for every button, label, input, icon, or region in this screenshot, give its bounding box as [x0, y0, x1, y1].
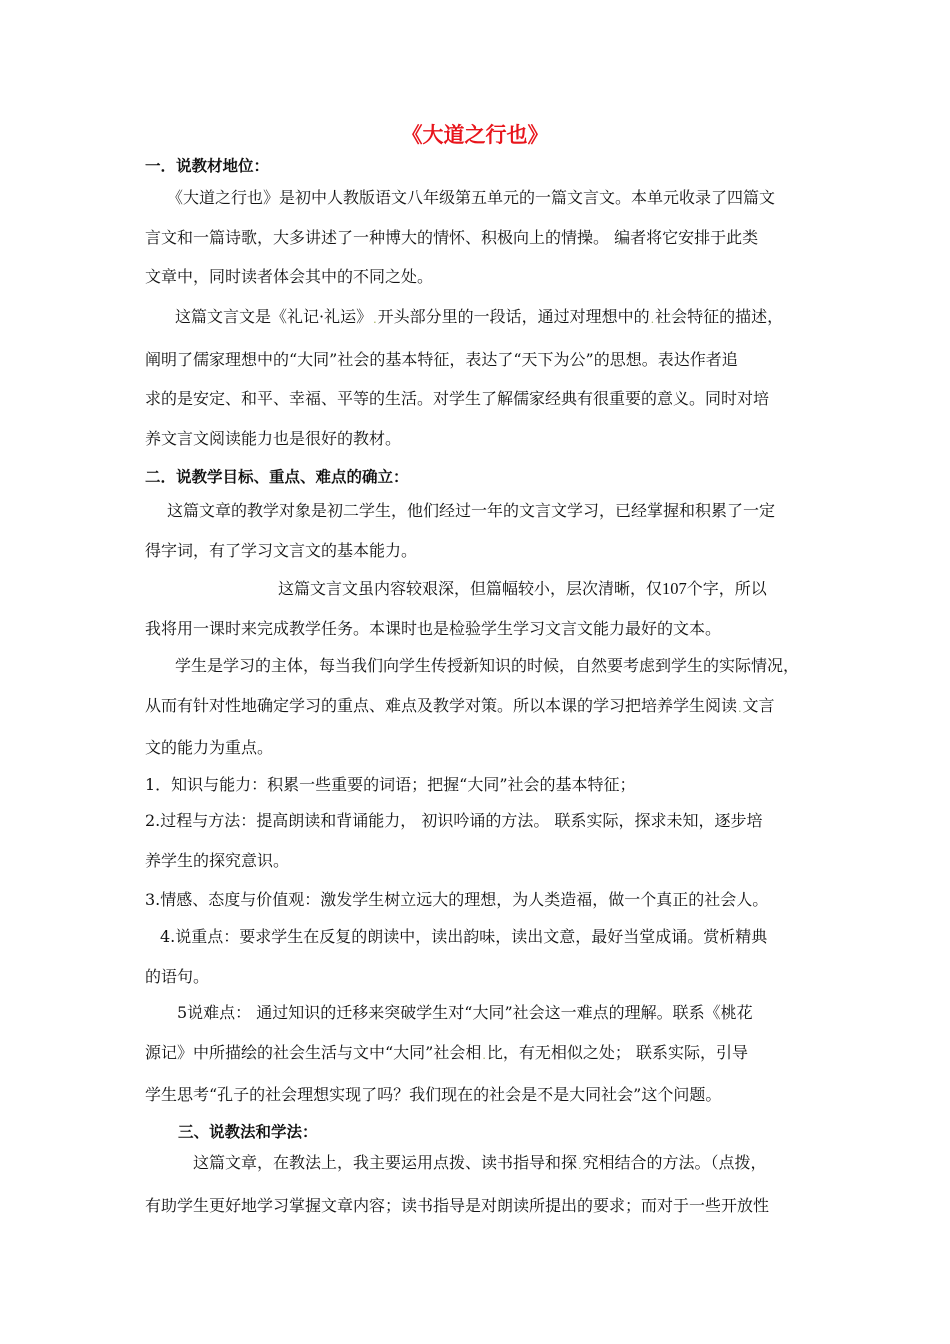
text-line	[145, 1033, 815, 1076]
text-line: 求的是安定、和平、幸福、平等的生活。对学生了解儒家经典有很重要的意义。同时对培	[145, 389, 770, 408]
text-line: 2.过程与方法：提高朗读和背诵能力， 初识吟诵的方法。 联系实际，探求未知，逐步培	[145, 811, 763, 830]
text-run: 这篇文言文是《礼记·礼运》	[175, 307, 373, 326]
section-3-paragraph-1	[145, 1143, 815, 1225]
revision-mark-icon: .	[738, 701, 742, 715]
objective-item-2	[145, 801, 815, 880]
text-run: 从而有针对性地确定学习的重点、难点及教学对策。所以本课的学习把培养学生阅读	[145, 695, 738, 715]
section-2-heading: 二．说教学目标、重点、难点的确立：	[145, 468, 409, 486]
text-run: 社会特征的描述，	[655, 307, 784, 326]
text-line: 有助学生更好地学习掌握文章内容；读书指导是对朗读所提出的要求；而对于一些开放性	[145, 1195, 770, 1215]
text-run: 个字，所以	[686, 579, 767, 598]
section-2-paragraph-2	[145, 569, 815, 648]
text-line: 文章中，同时读者体会其中的不同之处。	[145, 267, 434, 286]
section-1-heading: 一．说教材地位：	[145, 157, 270, 175]
section-2-paragraph-1	[145, 491, 815, 570]
text-line: 学生是学习的主体，每当我们向学生传授新知识的时候，自然要考虑到学生的实际情况，	[175, 656, 800, 675]
document-title: 《大道之行也》	[401, 123, 549, 147]
text-line: 的语句。	[145, 966, 210, 986]
text-line: 文的能力为重点。	[145, 738, 274, 757]
section-1-paragraph-2	[145, 297, 815, 458]
text-line: 学生思考“孔子的社会理想实现了吗？我们现在的社会是不是大同社会”这个问题。	[145, 1085, 722, 1104]
word-count: 107	[662, 579, 687, 598]
text-line	[145, 1143, 815, 1186]
text-line	[145, 297, 815, 340]
revision-mark-icon: .	[650, 313, 655, 326]
text-line: 养文言文阅读能力也是很好的教材。	[145, 428, 402, 448]
text-line: 得字词，有了学习文言文的基本能力。	[145, 540, 418, 560]
text-line: 我将用一课时来完成教学任务。本课时也是检验学生学习文言文能力最好的文本。	[145, 618, 722, 638]
text-line: 阐明了儒家理想中的“大同”社会的基本特征，表达了“天下为公”的思想。表达作者追	[145, 349, 738, 369]
objective-item-3: 3.情感、态度与价值观：激发学生树立远大的理想，为人类造福，做一个真正的社会人。	[145, 890, 769, 909]
revision-mark-icon: .	[578, 1159, 582, 1172]
text-run: 这篇文言文虽内容较艰深，但篇幅较小，层次清晰，仅	[278, 579, 663, 598]
key-point-item	[145, 917, 815, 996]
revision-mark-icon: .	[373, 313, 377, 326]
section-1-paragraph-1	[145, 178, 815, 297]
text-run: 比，有无相似之处； 联系实际，引导	[486, 1042, 748, 1062]
text-run: 文言	[742, 695, 775, 715]
text-line: 《大道之行也》是初中人教版语文八年级第五单元的一篇文言文。本单元收录了四篇文	[167, 188, 776, 207]
text-line: 言文和一篇诗歌，大多讲述了一种博大的情怀、积极向上的情操。 编者将它安排于此类	[145, 227, 759, 247]
text-run: 源记》中所描绘的社会生活与文中“大同”社会相	[145, 1042, 482, 1062]
text-line: 养学生的探究意识。	[145, 850, 290, 870]
difficulty-item	[145, 993, 815, 1115]
text-line: 4.说重点：要求学生在反复的朗读中，读出韵味，读出文意，最好当堂成诵。赏析精典	[160, 927, 768, 946]
text-line	[145, 569, 815, 609]
objective-item-1: 1．知识与能力：积累一些重要的词语；把握“大同”社会的基本特征；	[145, 775, 636, 794]
text-run: 这篇文章，在教法上，我主要运用点拨、读书指导和探	[193, 1153, 578, 1172]
section-3-heading: 三、说教法和学法：	[178, 1123, 318, 1141]
text-run: 究相结合的方法。（点拨，	[582, 1153, 767, 1172]
section-2-paragraph-3	[145, 646, 815, 768]
text-line: 这篇文章的教学对象是初二学生，他们经过一年的文言文学习，已经掌握和积累了一定	[167, 501, 776, 520]
text-line: 5说难点： 通过知识的迁移来突破学生对“大同”社会这一难点的理解。联系《桃花	[177, 1003, 753, 1022]
text-run: 开头部分里的一段话，通过对理想中的	[377, 307, 650, 326]
revision-mark-icon: .	[482, 1048, 486, 1062]
text-line	[145, 686, 815, 729]
